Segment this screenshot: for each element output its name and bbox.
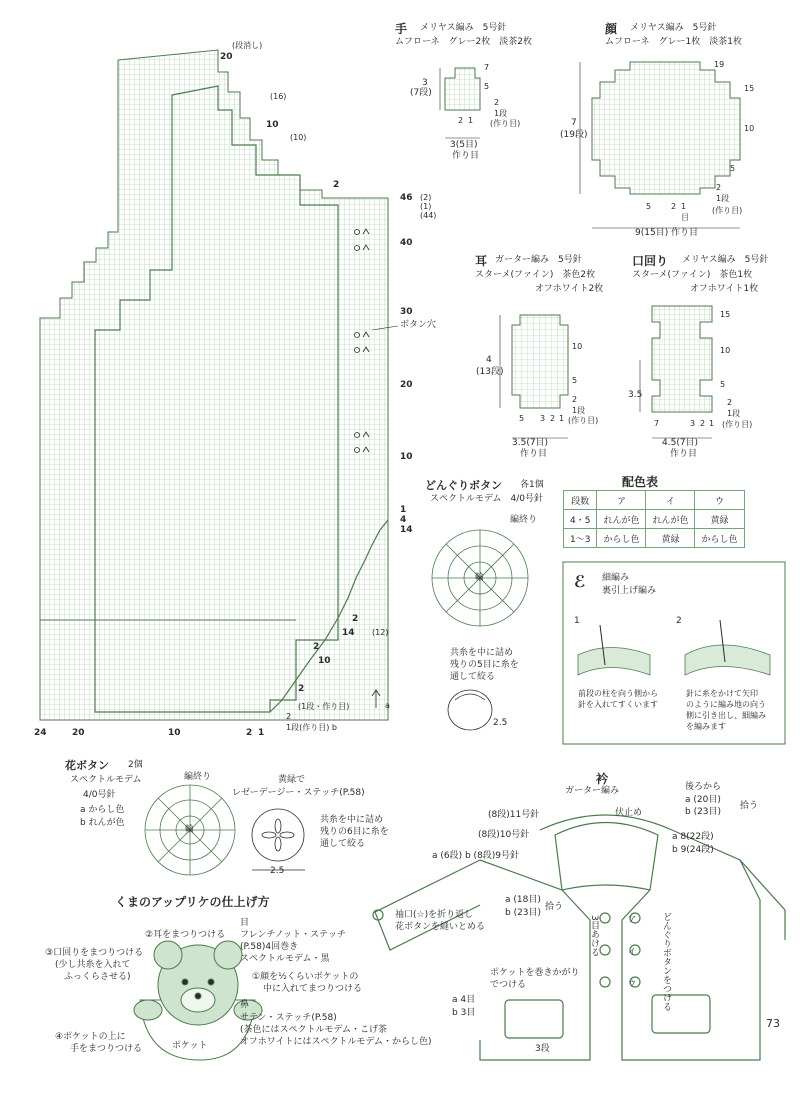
- face-stitch: 1: [681, 202, 687, 211]
- face-row: 5: [730, 164, 736, 173]
- ear-height-rows: (13段): [476, 367, 504, 377]
- collar-back2: a (20目): [685, 795, 721, 805]
- body-num: 2: [352, 614, 359, 624]
- face-row: 19: [714, 60, 725, 69]
- hand-title: 手: [395, 22, 408, 36]
- body-num: 20: [220, 52, 233, 62]
- acorn-button-diagram: [432, 530, 528, 730]
- hand-stitch: 2: [458, 116, 464, 125]
- face-stitch: 5: [646, 202, 652, 211]
- pocket-b: b 3目: [452, 1008, 476, 1018]
- mouth-stitch: 2: [700, 419, 706, 428]
- collar-n10: (8段)10号針: [478, 830, 530, 840]
- color-header: イ: [646, 491, 695, 510]
- collar-end: 伏止め: [615, 808, 643, 818]
- pocket-a: a 4目: [452, 995, 476, 1005]
- face-row: 1段: [716, 194, 730, 203]
- body-num: (12): [372, 628, 389, 637]
- sleeve-note2: 花ボタンを縫いとめる: [395, 922, 486, 932]
- flower-note3: 通して絞る: [320, 839, 366, 849]
- collar-n9: a (6段) b (8段)9号針: [432, 851, 520, 861]
- bear-step3a: ③口回りをまつりつける: [45, 948, 144, 958]
- color-cell: れんが色: [597, 510, 646, 529]
- pocket-note1: ポケットを巻きかがり: [490, 968, 580, 978]
- body-bottom-num: 2: [246, 728, 253, 738]
- face-row: (作り目): [712, 206, 743, 215]
- body-bottom-num: 24: [34, 728, 47, 738]
- collar-front2: b (23目): [505, 908, 542, 918]
- body-num: (44): [420, 211, 437, 220]
- mouth-row: 5: [720, 380, 726, 389]
- body-num: 20: [400, 380, 413, 390]
- page-number: 73: [766, 1017, 780, 1030]
- ear-title: 耳: [475, 254, 488, 268]
- color-cell: 黄緑: [695, 510, 744, 529]
- mouth-title: 口回り: [632, 254, 669, 268]
- ear-chart: [500, 315, 568, 438]
- flower-yarn: スペクトルモデム: [70, 775, 142, 785]
- collar-r1: a 8(22段): [672, 832, 714, 842]
- pocket-note2: でつける: [490, 980, 527, 990]
- color-cell: からし色: [597, 529, 646, 548]
- button-a: ア: [628, 915, 636, 924]
- mouth-stitch: 7: [654, 419, 660, 428]
- acorn-count: 各1個: [520, 480, 544, 490]
- body-row4: 1段(作り目) b: [286, 723, 337, 732]
- body-num: 2: [333, 180, 340, 190]
- flower-b: b れんが色: [80, 818, 125, 828]
- stitch-step2-text1: 針に糸をかけて矢印: [686, 689, 758, 698]
- bear-step2: ②耳をまつりつける: [145, 930, 226, 940]
- face-stitch: 目: [681, 213, 689, 222]
- body-chart: [40, 50, 398, 720]
- color-table-title: 配色表: [622, 475, 659, 489]
- body-label-10: (10): [290, 133, 307, 142]
- stitch-step1-text1: 前段の柱を向う側から: [578, 689, 658, 698]
- stitch-step2-text4: を編みます: [686, 722, 726, 731]
- hand-spec: メリヤス編み 5号針: [420, 23, 507, 33]
- stitch-guide-symbol: ℰ: [574, 572, 586, 591]
- ear-width-label: 作り目: [520, 449, 548, 459]
- hand-width: 3(5目): [450, 140, 478, 150]
- ear-stitch: 5: [519, 414, 525, 423]
- color-cell: 1〜3: [564, 529, 597, 548]
- color-cell: 黄緑: [646, 529, 695, 548]
- collar-holes: 3目あける: [589, 915, 599, 957]
- ear-row: 5: [572, 376, 578, 385]
- mouth-yarn2: オフホワイト1枚: [690, 284, 759, 294]
- hand-row: 5: [484, 82, 490, 91]
- body-num: 14: [400, 525, 413, 535]
- ear-row: 10: [572, 342, 583, 351]
- mouth-row: (作り目): [722, 420, 753, 429]
- bear-eyes-title: 目: [240, 918, 250, 928]
- bear-step1a: ①顔を½くらいポケットの: [252, 972, 359, 982]
- mouth-width-label: 作り目: [670, 449, 698, 459]
- body-num: 2: [298, 684, 305, 694]
- body-num: 40: [400, 238, 413, 248]
- collar-back3: b (23目): [685, 807, 722, 817]
- bear-step4a: ④ポケットの上に: [55, 1032, 126, 1042]
- sleeve-note1: 袖口(☆)を折り返し: [395, 910, 474, 920]
- hand-height-rows: (7段): [410, 88, 432, 98]
- ear-stitch: 2: [550, 414, 556, 423]
- bear-step3b: (少し共糸を入れて: [55, 960, 131, 970]
- hand-stitch: 1: [468, 116, 474, 125]
- hand-row: (作り目): [490, 119, 521, 128]
- hand-chart: [440, 68, 480, 138]
- ear-spec: ガーター編み 5号針: [495, 255, 582, 265]
- face-title: 顔: [605, 22, 618, 36]
- ear-stitch: 3: [540, 414, 546, 423]
- stitch-step2-text2: のように編み地の向う: [686, 700, 766, 709]
- mouth-row: 10: [720, 346, 731, 355]
- acorn-dim: 2.5: [493, 718, 508, 728]
- face-stitch: 2: [671, 202, 677, 211]
- collar-spec: ガーター編み: [565, 786, 620, 796]
- buttonhole-label: ボタン穴: [400, 320, 437, 330]
- body-a: a: [385, 701, 390, 710]
- body-num: (2): [420, 193, 432, 202]
- mouth-stitch: 3: [690, 419, 696, 428]
- bear-pocket: ポケット: [172, 1041, 208, 1051]
- button-c: ウ: [628, 979, 636, 988]
- acorn-end: 編終り: [510, 515, 538, 525]
- stitch-guide-title1: 細編み: [602, 573, 630, 583]
- flower-end: 編終り: [184, 772, 212, 782]
- hand-row: 7: [484, 63, 490, 72]
- acorn-note1: 共糸を中に詰め: [450, 648, 514, 658]
- mouth-stitch: 1: [709, 419, 715, 428]
- mouth-spec: メリヤス編み 5号針: [682, 255, 769, 265]
- acorn-attach: どんぐりボタンをつける: [661, 912, 671, 1011]
- body-num: 2: [313, 642, 320, 652]
- stitch-step2-text3: 側に引き出し、細編み: [686, 711, 766, 720]
- flower-title: 花ボタン: [65, 759, 109, 772]
- acorn-note3: 通して絞る: [450, 672, 496, 682]
- body-row2: 2: [286, 712, 292, 721]
- flower-a: a からし色: [80, 805, 125, 815]
- ear-yarn2: オフホワイト2枚: [535, 284, 604, 294]
- collar-pickup: 拾う: [740, 801, 759, 811]
- color-cell: れんが色: [646, 510, 695, 529]
- hand-row: 2: [494, 98, 500, 107]
- collar-title: 衿: [596, 772, 609, 786]
- body-label-16: (16): [270, 92, 287, 101]
- body-bottom-num: 20: [72, 728, 85, 738]
- ear-row: 1段: [572, 406, 586, 415]
- stitch-step2-num: 2: [676, 616, 682, 626]
- body-bottom-num: 10: [168, 728, 181, 738]
- ear-row: 2: [572, 395, 578, 404]
- bear-nose3: オフホワイトにはスペクトルモデム・からし色): [240, 1037, 432, 1047]
- button-b: イ: [628, 947, 636, 956]
- flower-count: 2個: [128, 760, 143, 770]
- face-row: 2: [716, 183, 722, 192]
- flower-note1: 共糸を中に詰め: [320, 815, 384, 825]
- hand-yarn: ムフローネ グレー2枚 淡茶2枚: [395, 37, 533, 47]
- flower-center: 輪: [185, 825, 195, 835]
- flower-dim: 2.5: [270, 866, 285, 876]
- bear-eyes3: スペクトルモデム・黒: [240, 954, 330, 964]
- collar-back1: 後ろから: [685, 782, 722, 792]
- color-table: [563, 490, 745, 548]
- ear-yarn1: スターメ(ファイン) 茶色2枚: [475, 270, 596, 280]
- body-row1: (1段・作り目): [298, 702, 350, 711]
- acorn-title: どんぐりボタン: [425, 479, 502, 492]
- ear-width: 3.5(7目): [512, 438, 549, 448]
- acorn-note2: 残りの5目に糸を: [450, 660, 519, 670]
- mouth-row: 1段: [727, 409, 741, 418]
- hand-width-label: 作り目: [452, 151, 480, 161]
- body-bottom-num: 1: [258, 728, 265, 738]
- color-header: ア: [597, 491, 646, 510]
- bear-nose2: (茶色にはスペクトルモデム・こげ茶: [240, 1025, 388, 1035]
- ear-height: 4: [486, 355, 492, 365]
- bear-step1b: 中に入れてまつりつける: [263, 984, 363, 994]
- body-num: 1: [400, 505, 407, 515]
- color-header: 段数: [564, 491, 597, 510]
- stitch-guide-title2: 裏引上げ編み: [602, 586, 657, 596]
- bear-nose1: サテン・ステッチ(P.58): [240, 1013, 337, 1023]
- hand-row: 1段: [494, 109, 508, 118]
- flower-needle: 4/0号針: [83, 790, 116, 800]
- ear-stitch: 1: [559, 414, 565, 423]
- mouth-width: 4.5(7目): [662, 438, 699, 448]
- bear-nose-title: 鼻: [240, 1000, 250, 1010]
- pocket-rows: 3段: [535, 1044, 550, 1054]
- body-num: 10: [400, 452, 413, 462]
- bear-eyes2: (P.58)4回巻き: [240, 942, 299, 952]
- stitch-step1-text2: 針を入れてすくいます: [578, 700, 658, 709]
- bear-title: くまのアップリケの仕上げ方: [115, 895, 270, 909]
- mouth-row: 2: [727, 398, 733, 407]
- collar-n11: (8段)11号針: [488, 810, 540, 820]
- bear-eyes1: フレンチノット・ステッチ: [240, 930, 346, 940]
- body-num: 30: [400, 307, 413, 317]
- hand-height: 3: [422, 78, 428, 88]
- face-spec: メリヤス編み 5号針: [630, 23, 717, 33]
- collar-front1: a (18目): [505, 895, 541, 905]
- flower-stitch1: 黄緑で: [278, 775, 306, 785]
- flower-note2: 残りの6目に糸を: [320, 827, 389, 837]
- stitch-step1-num: 1: [574, 616, 580, 626]
- face-width: 9(15目) 作り目: [635, 228, 699, 238]
- face-row: 15: [744, 84, 755, 93]
- color-cell: 4・5: [564, 510, 597, 529]
- body-num: 46: [400, 193, 413, 203]
- body-num: 14: [342, 628, 355, 638]
- bear-step3c: ふっくらさせる): [64, 972, 131, 982]
- acorn-yarn: スペクトルモデム 4/0号針: [430, 494, 544, 504]
- body-num: 10: [266, 120, 279, 130]
- body-num: 10: [318, 656, 331, 666]
- acorn-center: 輪: [475, 573, 485, 583]
- ear-row: (作り目): [568, 416, 599, 425]
- color-cell: からし色: [695, 529, 744, 548]
- face-height: 7: [571, 118, 577, 128]
- body-num: 4: [400, 515, 407, 525]
- body-label-dankeshi: (段消し): [232, 41, 263, 50]
- face-height-rows: (19段): [560, 130, 588, 140]
- bear-step4b: 手をまつりつける: [70, 1044, 143, 1054]
- flower-stitch2: レゼーデージー・ステッチ(P.58): [232, 788, 365, 798]
- color-header: ウ: [695, 491, 744, 510]
- mouth-row: 15: [720, 310, 731, 319]
- mouth-height: 3.5: [628, 390, 643, 400]
- face-row: 10: [744, 124, 755, 133]
- body-num: (1): [420, 202, 432, 211]
- collar-front-pick: 拾う: [545, 902, 564, 912]
- mouth-yarn1: スターメ(ファイン) 茶色1枚: [632, 270, 753, 280]
- face-yarn: ムフローネ グレー1枚 淡茶1枚: [605, 37, 743, 47]
- collar-r2: b 9(24段): [672, 845, 714, 855]
